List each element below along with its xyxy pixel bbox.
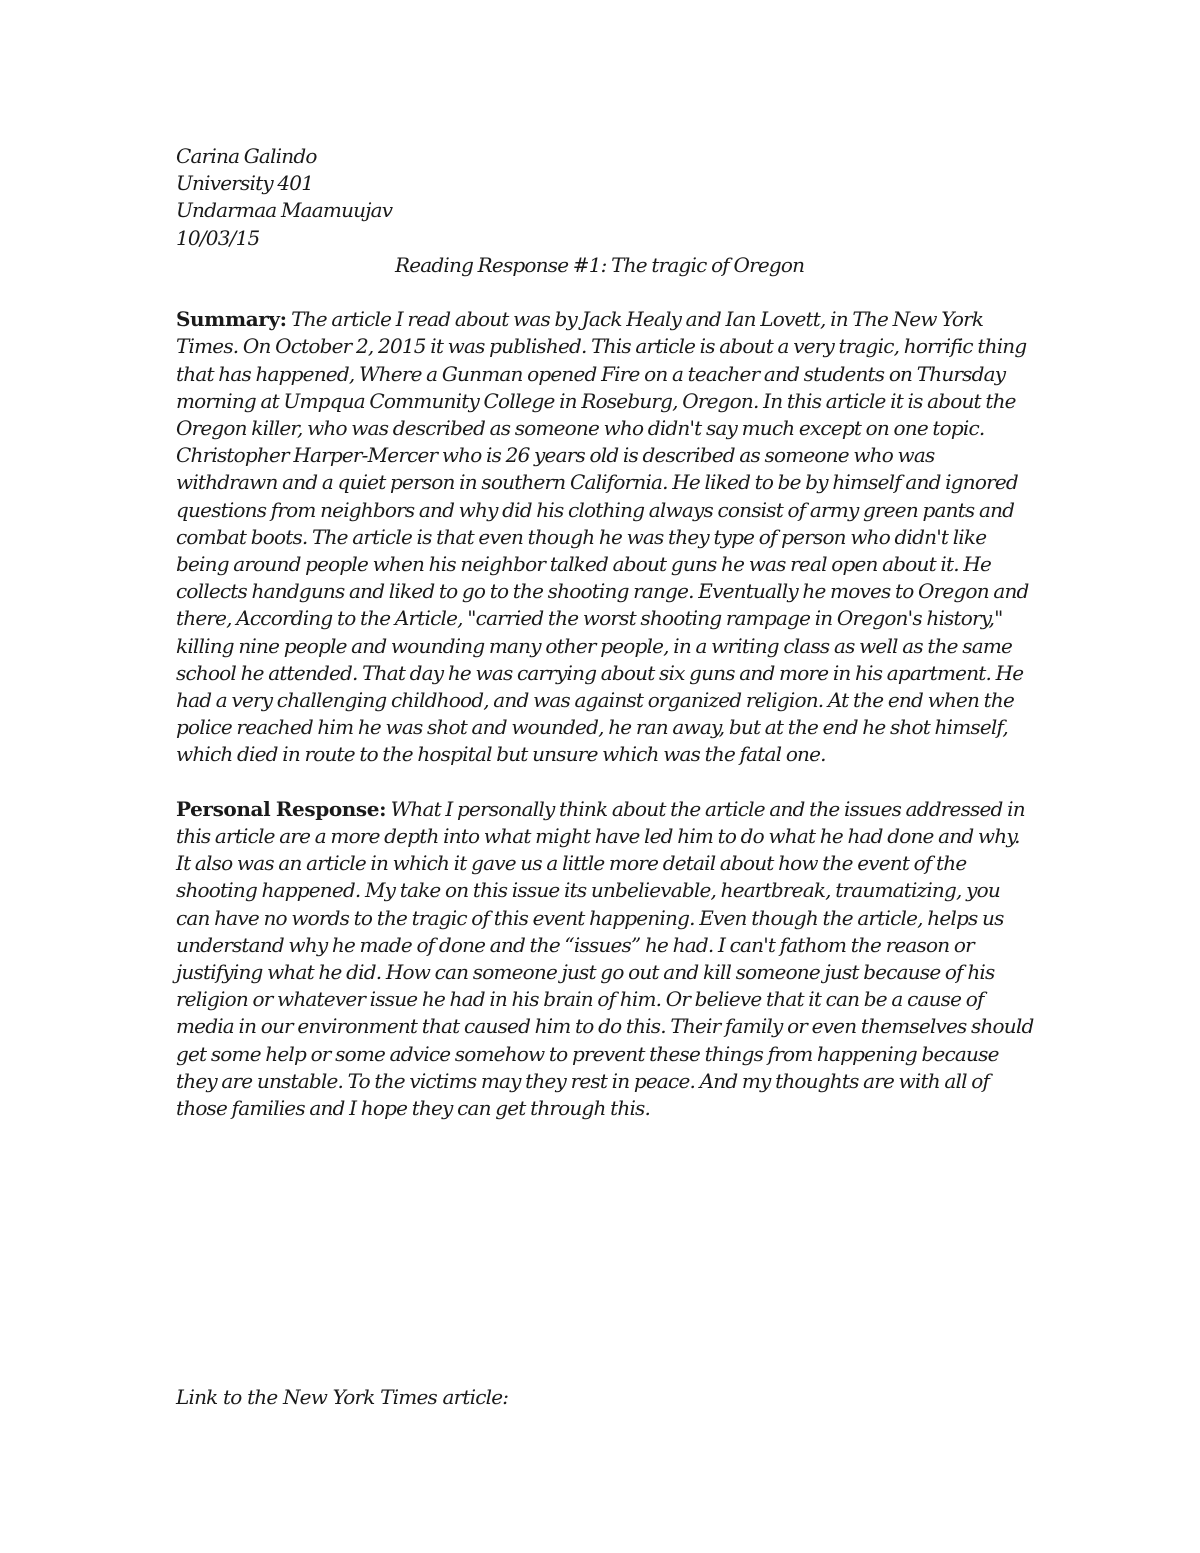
personal-response-paragraph [176,796,1036,1122]
summary-text: The article I read about was by Jack Healy and Ian Lovett, in The New York Times. On October 2, 2015 it was published. This article is about a very tragic, horrific thing that has happened, Where a Gunman opened Fire on a teacher and students on Thursday morning at Umpqua Community College in Roseburg, Oregon. In this article it is about the Oregon killer, who was described as someone who didn't say much except on one topic. Christopher Harper-Mercer who is 26 years old is described as someone who was withdrawn and a quiet person in southern California. He liked to be by himself and ignored questions from neighbors and why did his clothing always consist of army green pants and combat boots. The article is that even though he was they type of person who didn't like being around people when his neighbor talked about guns he was real open about it. He collects handguns and liked to go to the shooting range. Eventually he moves to Oregon and there, According to the Article, "carried the worst shooting rampage in Oregon's history," killing nine people and wounding many other people, in a writing class as well as the same school he attended. That day he was carrying about six guns and more in his apartment. He had a very challenging childhood, and was against organized religion. At the end when the police reached him he was shot and wounded, he ran away, but at the end he shot himself, which died in route to the hospital but unsure which was the fatal one. [176,307,1029,767]
author-name: Carina Galindo [176,144,317,168]
spacer [176,769,1036,796]
document-date: 10/03/15 [176,225,260,250]
document-body [176,143,1036,1122]
article-link-label: Link to the New York Times article: [176,1385,509,1409]
course-name: University 401 [176,171,314,196]
instructor-name: Undarmaa Maamuujav [176,198,393,223]
summary-label: Summary: [176,307,287,332]
document-title: Reading Response #1: The tragic of Oregon [395,252,805,277]
personal-response-text: What I personally think about the article and the issues addressed in this article are a more depth into what might have led him to do what he had done and why. It also was an article in which it gave us a little more detail about how the event of the shooting happened. My take on this issue its unbelievable, heartbreak, traumatizing, you can have no words to the tragic of this event happening. Even though the article, helps us understand why he made of done and the “issues” he had. I can't fathom the reason or justifying what he did. How can someone just go out and kill someone just because of his religion or whatever issue he had in his brain of him. Or believe that it can be a cause of media in our environment that caused him to do this. Their family or even themselves should get some help or some advice somehow to prevent these things from happening because they are unstable. To the victims may they rest in peace. And my thoughts are with all of those families and I hope they can get through this. [176,796,1034,1121]
summary-paragraph [176,306,1036,768]
personal-response-label: Personal Response: [176,796,387,821]
spacer [176,279,1036,306]
